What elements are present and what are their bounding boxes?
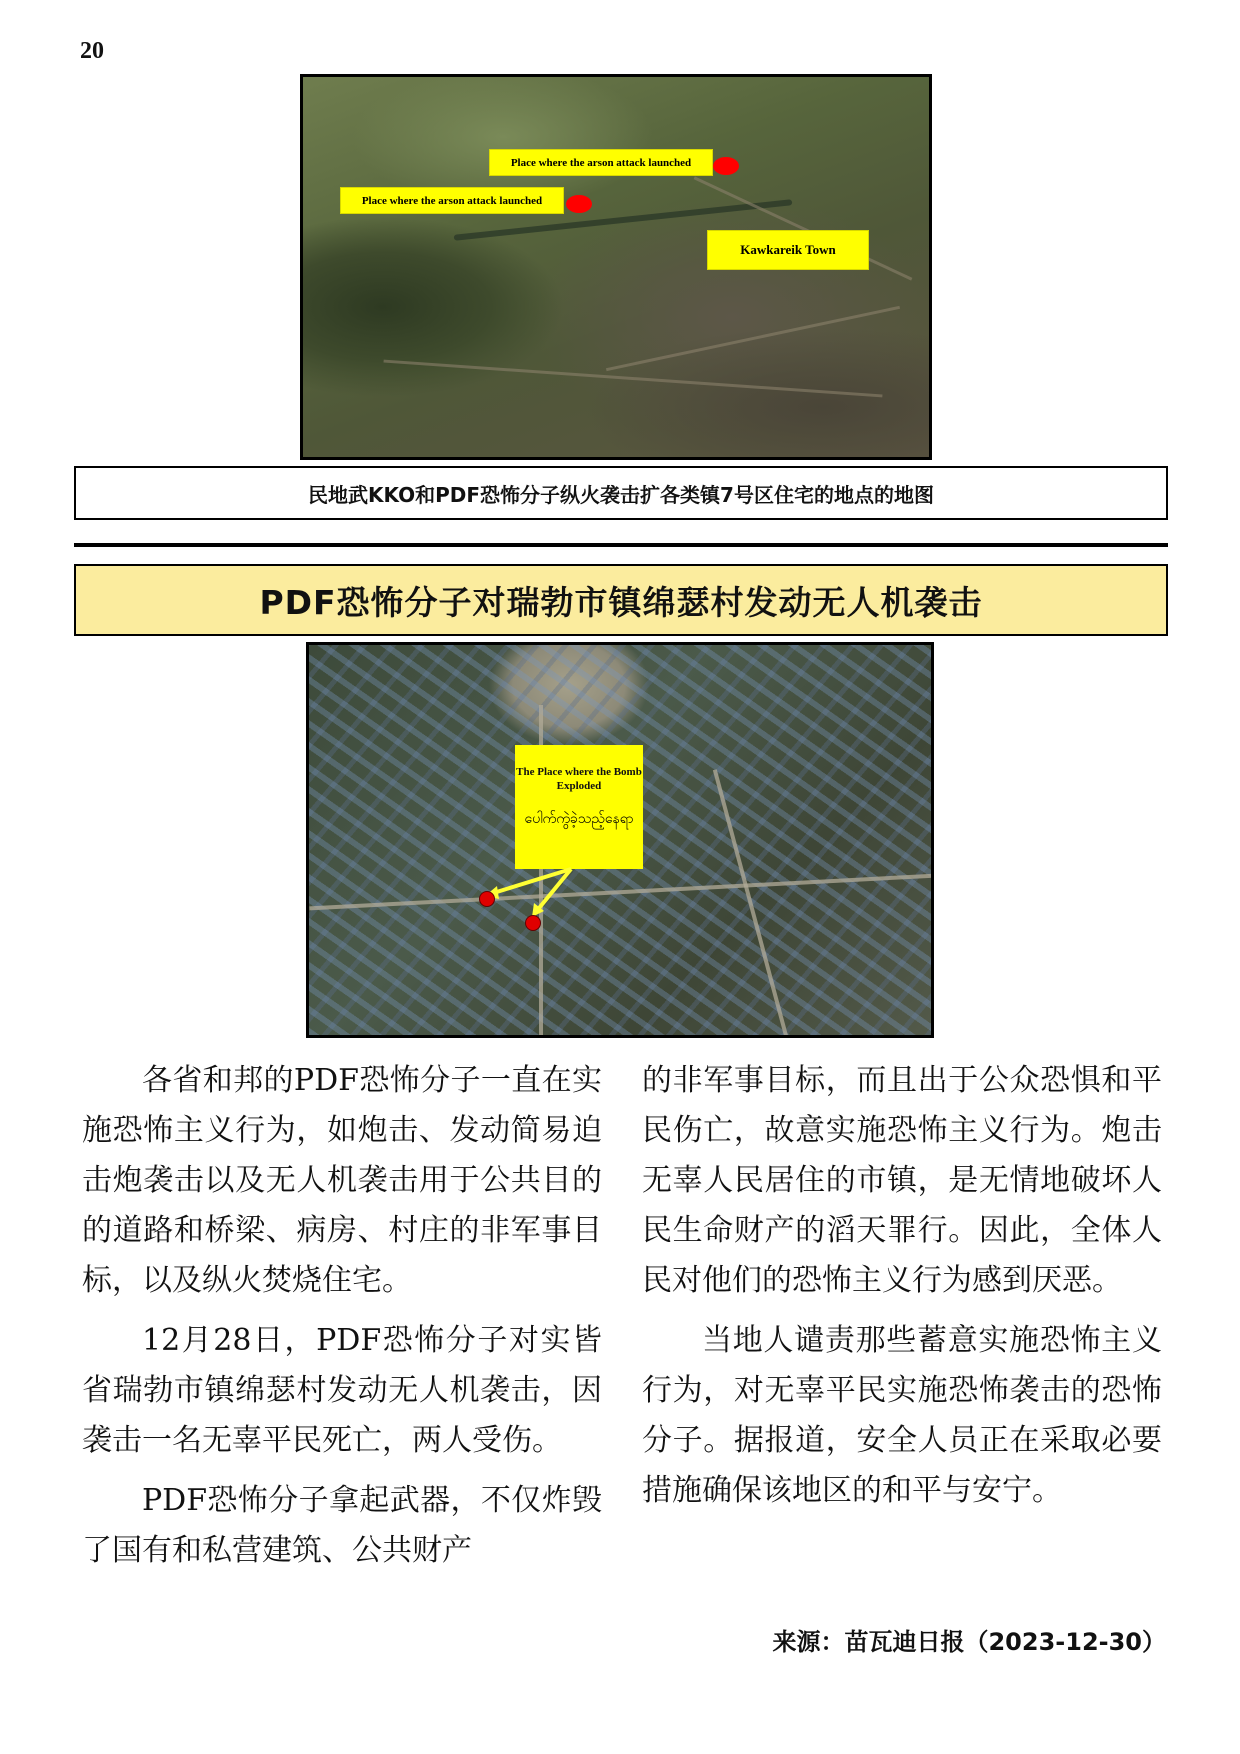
arson-map-image [300,74,932,460]
explosion-marker-1 [479,891,495,907]
section-divider [74,543,1168,547]
road [606,306,900,371]
paragraph: PDF恐怖分子拿起武器，不仅炸毁了国有和私营建筑、公共财产 [82,1483,602,1568]
paragraph: 当地人谴责那些蓄意实施恐怖主义行为，对无辜平民实施恐怖袭击的恐怖分子。据报道，安全人员正在采取必要措施确保该地区的和平与安宁。 [642,1323,1162,1508]
paragraph: 各省和邦的PDF恐怖分子一直在实施恐怖主义行为，如炮击、发动简易迫击炮袭击以及无人机袭击用于公共目的的道路和桥梁、病房、村庄的非军事目标，以及纵火焚烧住宅。 [82,1063,602,1298]
arson-label-1: Place where the arson attack launched [490,150,712,175]
arson-marker-1 [713,157,739,175]
page-number: 20 [80,38,104,64]
map-caption: 民地武KKO和PDF恐怖分子纵火袭击扩各类镇7号区住宅的地点的地图 [74,466,1168,520]
source-credit: 来源：苗瓦迪日报（2023-12-30） [772,1628,1166,1656]
drone-attack-map-image [306,642,934,1038]
arson-marker-2 [566,195,592,213]
bomb-label-mm: ပေါက်ကွဲခဲ့သည့်နေရာ [524,811,634,827]
article-column-left [82,1056,602,1586]
arson-label-2: Place where the arson attack launched [341,188,563,213]
bomb-label-en: The Place where the Bomb Exploded [516,766,642,792]
paragraph: 12月28日，PDF恐怖分子对实皆省瑞勃市镇绵瑟村发动无人机袭击，因袭击一名无辜平民死亡，两人受伤。 [82,1323,602,1458]
paragraph-continuation: 的非军事目标，而且出于公众恐惧和平民伤亡，故意实施恐怖主义行为。炮击无辜人民居住的市镇，是无情地破坏人民生命财产的滔天罪行。因此，全体人民对他们的恐怖主义行为感到厌恶。 [642,1063,1162,1298]
arrows-overlay [309,645,934,1038]
article-column-right [642,1056,1162,1526]
town-label: Kawkareik Town [708,231,868,269]
explosion-marker-2 [525,915,541,931]
article-headline: PDF恐怖分子对瑞勃市镇绵瑟村发动无人机袭击 [74,564,1168,636]
